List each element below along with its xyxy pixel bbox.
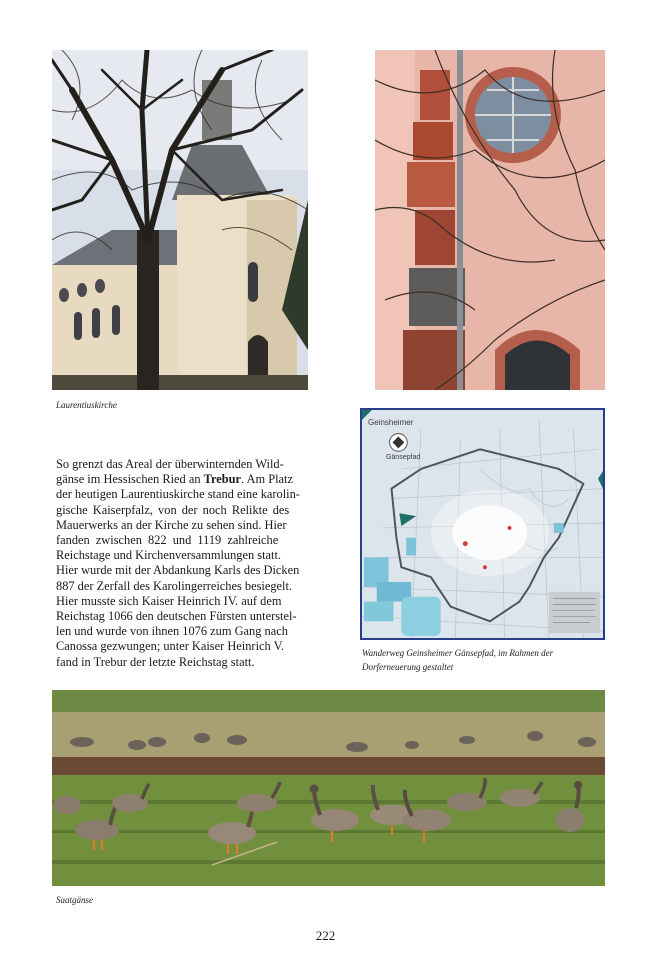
church-caption: Laurentiuskirche (56, 400, 117, 410)
map-caption-line: Dorferneuerung gestaltet (362, 662, 454, 672)
text-line: Hier musste sich Kaiser Heinrich IV. auf dem (56, 593, 282, 608)
wall-photo (375, 50, 605, 390)
text-line: Canossa gezwungen; unter Kaiser Heinrich V. (56, 639, 285, 654)
map-image (362, 410, 603, 638)
text-line: So grenzt das Areal der überwinternden Wild- (56, 457, 284, 471)
geese-caption: Saatgänse (56, 895, 93, 905)
text-line: fand in Trebur der letzte Reichstag statt. (56, 654, 255, 669)
text-line: der heutigen Laurentiuskirche stand eine karolin- (56, 487, 300, 502)
text-line: Hier wurde mit der Abdankung Karls des Dicken (56, 563, 300, 578)
sign-subtitle: Gänsepfad (386, 454, 421, 461)
geese-photo (52, 690, 605, 886)
text-line: Mauerwerks an der Kirche zu sehen sind. Hier (56, 517, 287, 532)
text-line: fanden zwischen 822 und 1119 zahlreiche (56, 533, 279, 548)
wall-image (375, 50, 605, 390)
sign-title: Geinsheimer (368, 418, 414, 427)
bold-place-name: Trebur (203, 472, 242, 487)
text-line: gische Kaiserpfalz, von der noch Relikte des (56, 502, 290, 517)
text-line: 887 der Zerfall des Karolingerreiches besiegelt. (56, 578, 293, 593)
geese-image (52, 690, 605, 886)
map-photo (360, 408, 605, 640)
text-line: len und wurde von ihnen 1076 zum Gang nach (56, 624, 288, 639)
map-caption (362, 646, 622, 674)
church-image (52, 50, 308, 390)
church-photo (52, 50, 308, 390)
text-line: Reichstag 1066 den deutschen Fürsten unterstel- (56, 609, 297, 624)
goose (53, 796, 81, 814)
map-caption-line: Wanderweg Geinsheimer Gänsepfad, im Rahmen der (362, 648, 554, 658)
body-paragraph (56, 457, 308, 670)
page-number: 222 (315, 928, 336, 943)
text-line: Reichstage und Kirchenversammlungen statt. (56, 548, 282, 563)
text-line-with-bold: gänse im Hessischen Ried an Trebur. Am Platz (56, 472, 294, 487)
